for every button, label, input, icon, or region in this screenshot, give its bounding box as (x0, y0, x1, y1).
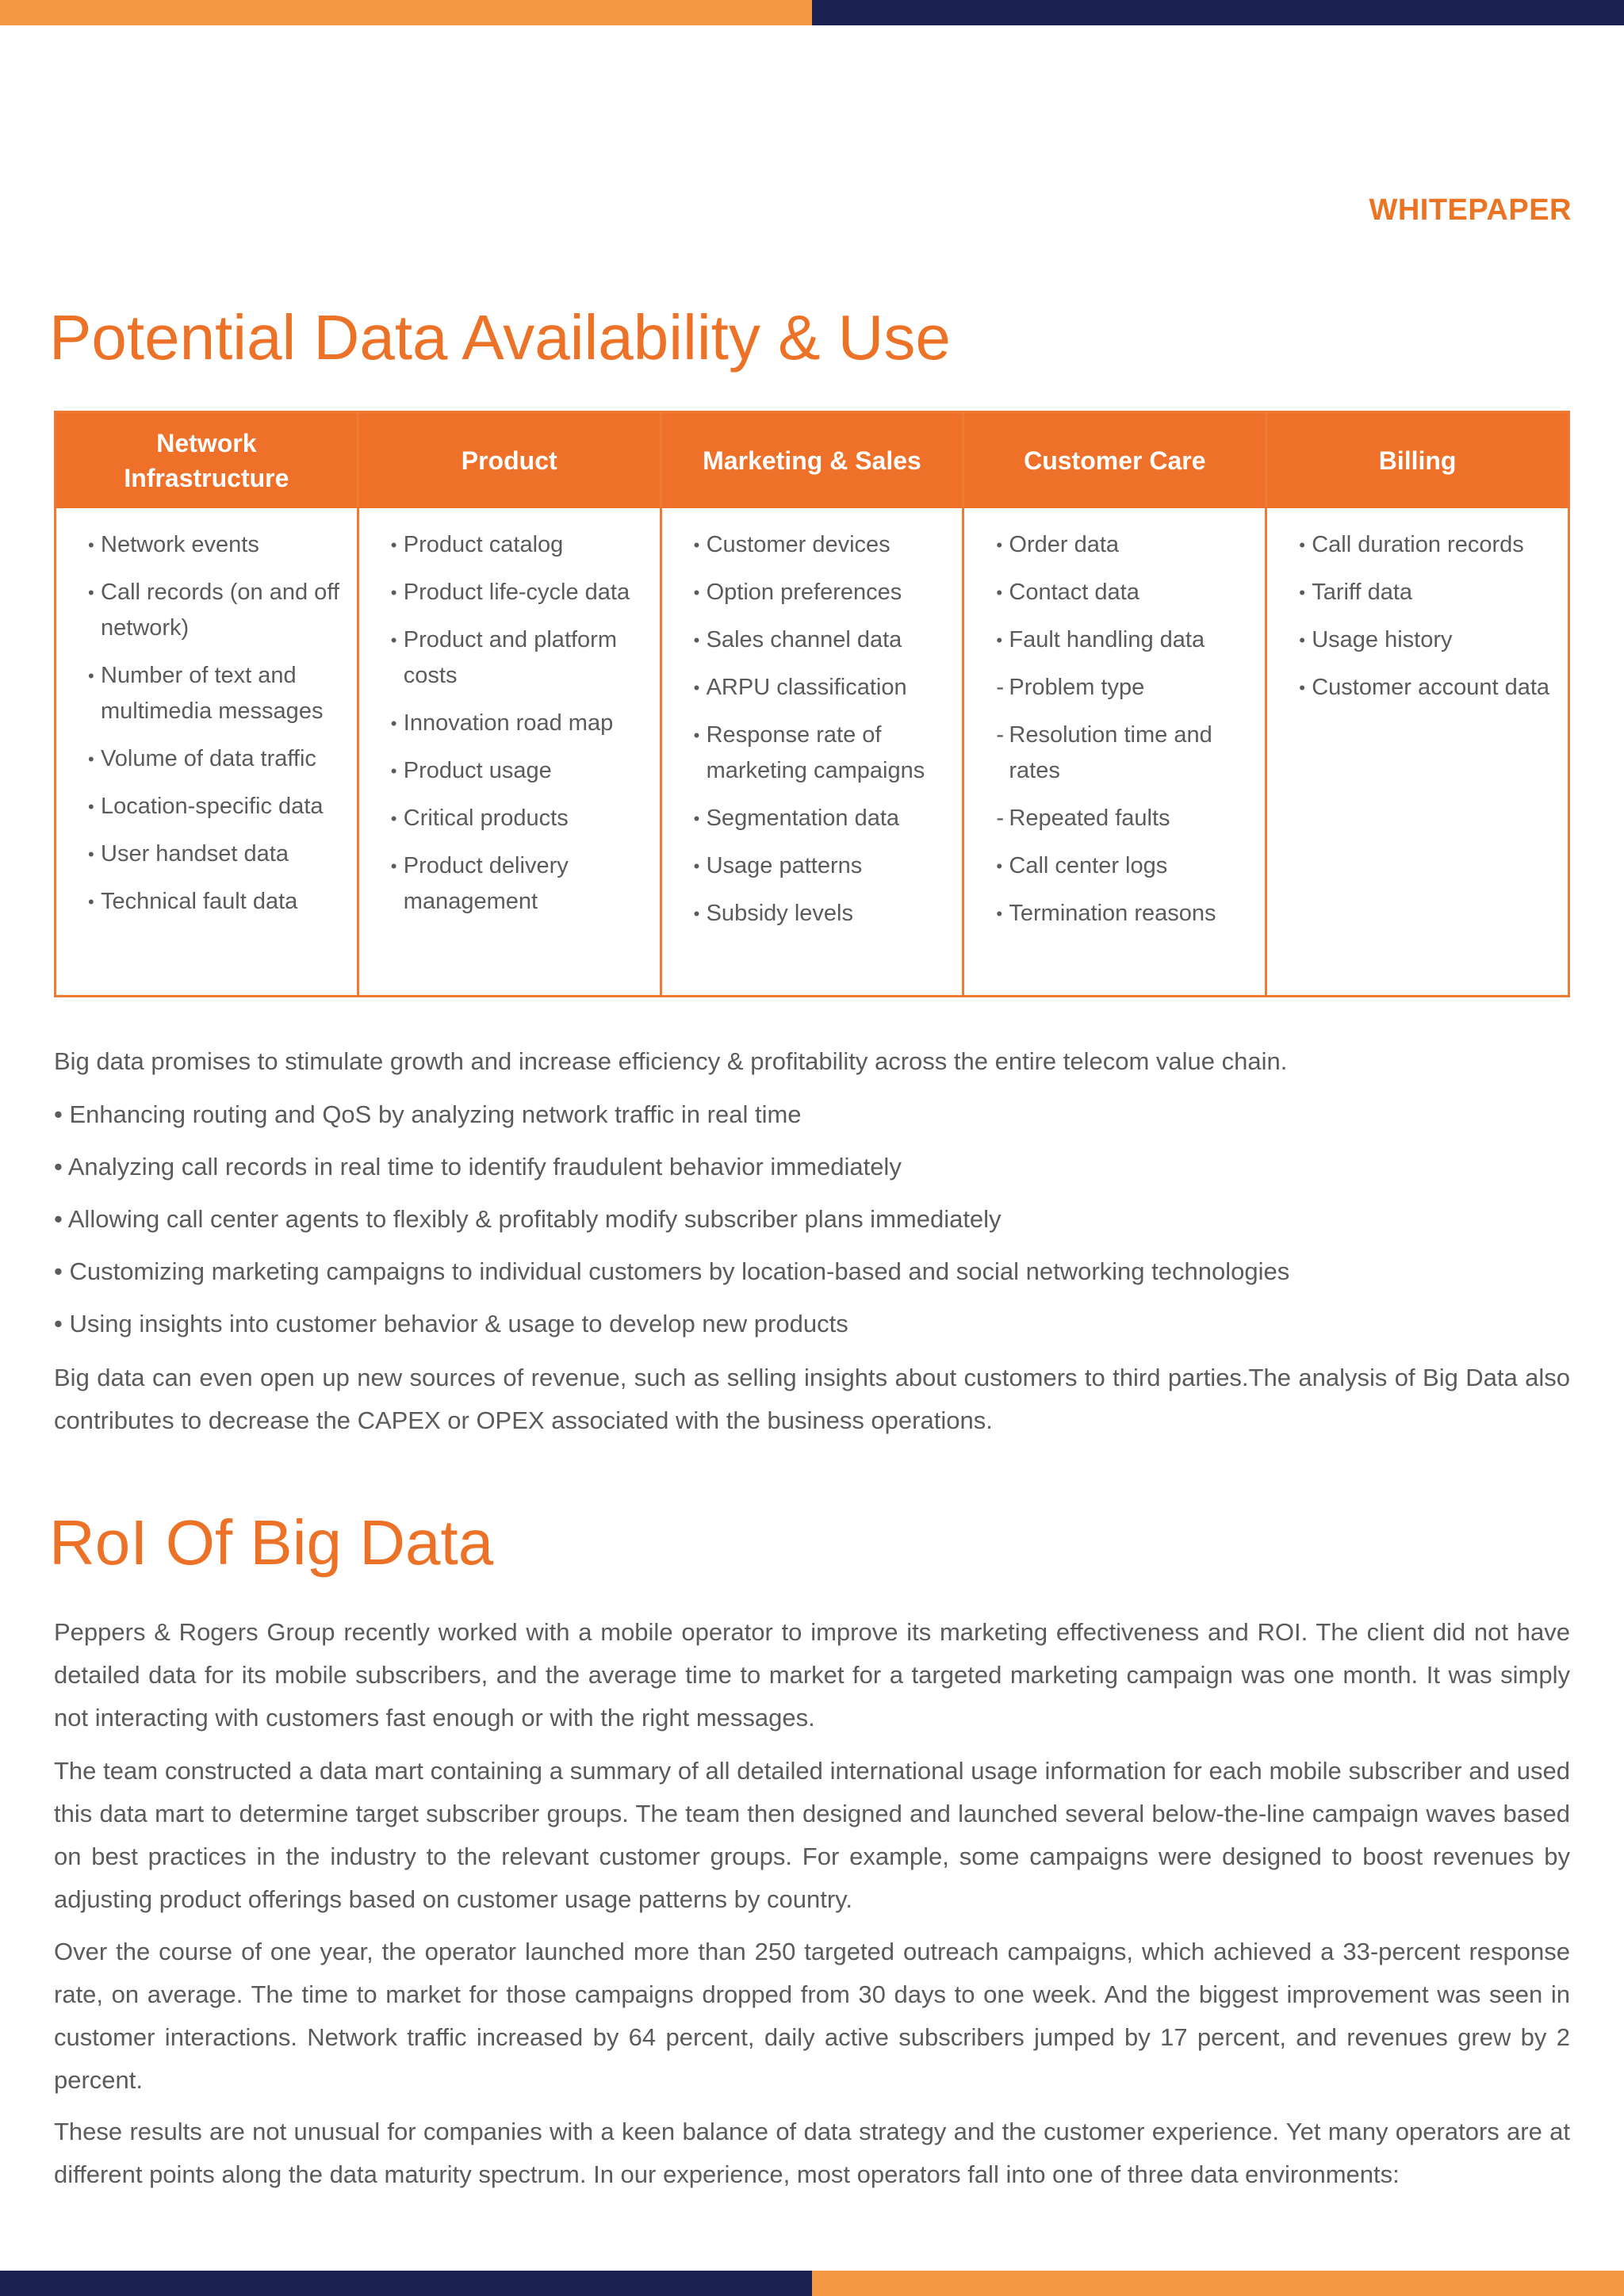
column-heading: Marketing & Sales (662, 413, 963, 508)
table-list-item: • Order data (996, 527, 1251, 563)
table-list-item: • Segmentation data (694, 801, 948, 836)
benefit-bullet: • Customizing marketing campaigns to individual customers by location-based and social networking technologies (54, 1257, 1290, 1285)
table-list-item: • Product catalog (391, 527, 645, 563)
table-list-item: • Network events (88, 527, 343, 563)
table-list-item: • Volume of data traffic (88, 741, 343, 777)
column-list (964, 508, 1265, 943)
table-list-item: • Product life-cycle data (391, 575, 645, 610)
column-list (662, 508, 963, 943)
table-list-item: - Repeated faults (996, 801, 1251, 836)
table-list-item: • Call records (on and off network) (88, 575, 343, 646)
roi-paragraph: Peppers & Rogers Group recently worked with a mobile operator to improve its marketing effectiveness and ROI. The client did not have detailed data for its mobile subscribers, and the average time to market for a targeted marketing campaign was one month. It was simply not interacting with customers fast enough or with the right messages. (54, 1618, 1570, 1732)
table-list-item: • Customer devices (694, 527, 948, 563)
table-list-item: • Tariff data (1299, 575, 1553, 610)
section-title-data-availability: Potential Data Availability & Use (49, 302, 951, 373)
table-list-item: • Call center logs (996, 848, 1251, 884)
table-list-item: - Resolution time and rates (996, 718, 1251, 789)
table-list-item: • Usage patterns (694, 848, 948, 884)
column-heading: Customer Care (964, 413, 1265, 508)
section1-intro: Big data promises to stimulate growth and increase efficiency & profitability across the entire telecom value chain. (54, 1047, 1288, 1075)
table-list-item: • Contact data (996, 575, 1251, 610)
table-list-item: • Product delivery management (391, 848, 645, 920)
data-availability-table (54, 411, 1570, 997)
table-list-item: • Product and platform costs (391, 622, 645, 694)
roi-paragraph: Over the course of one year, the operator launched more than 250 targeted outreach campaigns, which achieved a 33-percent response rate, on average. The time to market for those campaigns dropped from 30 days to one week. And the biggest improvement was seen in customer interactions. Network traffic increased by 64 percent, daily active subscribers jumped by 17 percent, and revenues grew by 2 percent. (54, 1938, 1570, 2094)
column-heading: Product (359, 413, 660, 508)
benefit-bullet: • Allowing call center agents to flexibly & profitably modify subscriber plans immediately (54, 1205, 1002, 1233)
table-list-item: • Response rate of marketing campaigns (694, 718, 948, 789)
table-column-network (56, 413, 359, 995)
table-list-item: • Product usage (391, 753, 645, 789)
top-accent-bar-navy (812, 0, 1624, 25)
table-list-item: • User handset data (88, 836, 343, 872)
table-list-item: • Number of text and multimedia messages (88, 658, 343, 729)
column-heading: Billing (1267, 413, 1568, 508)
column-list (1267, 508, 1568, 718)
roi-paragraph: These results are not unusual for companies with a keen balance of data strategy and the customer experience. Yet many operators are at different points along the data maturity spectrum. In our experience, most operators fall into one of three data environments: (54, 2118, 1570, 2188)
table-list-item: • Call duration records (1299, 527, 1553, 563)
table-list-item: • ARPU classification (694, 670, 948, 706)
document-type-label: WHITEPAPER (1369, 193, 1572, 227)
table-column-customer-care (964, 413, 1267, 995)
table-list-item: • Innovation road map (391, 706, 645, 741)
table-list-item: • Termination reasons (996, 896, 1251, 932)
column-list (56, 508, 357, 932)
table-list-item: • Sales channel data (694, 622, 948, 658)
table-list-item: • Usage history (1299, 622, 1553, 658)
bottom-accent-bar-orange (812, 2271, 1624, 2296)
table-list-item: • Subsidy levels (694, 896, 948, 932)
roi-paragraph: The team constructed a data mart containing a summary of all detailed international usage information for each mobile subscriber and used this data mart to determine target subscriber groups. The team then designed and launched several below-the-line campaign waves based on best practices in the industry to the relevant customer groups. For example, some campaigns were designed to boost revenues by adjusting product offerings based on customer usage patterns by country. (54, 1757, 1570, 1913)
column-list (359, 508, 660, 932)
section-title-roi: RoI Of Big Data (49, 1507, 494, 1578)
top-accent-bar-orange (0, 0, 812, 25)
table-list-item: • Technical fault data (88, 884, 343, 920)
table-list-item: - Problem type (996, 670, 1251, 706)
table-column-billing (1267, 413, 1568, 995)
table-list-item: • Critical products (391, 801, 645, 836)
table-list-item: • Fault handling data (996, 622, 1251, 658)
benefit-bullet: • Using insights into customer behavior & usage to develop new products (54, 1310, 848, 1337)
column-heading: Network Infrastructure (56, 413, 357, 508)
table-list-item: • Customer account data (1299, 670, 1553, 706)
table-column-marketing-sales (662, 413, 965, 995)
bottom-accent-bar-navy (0, 2271, 812, 2296)
benefit-bullet: • Analyzing call records in real time to identify fraudulent behavior immediately (54, 1153, 902, 1181)
table-list-item: • Option preferences (694, 575, 948, 610)
table-list-item: • Location-specific data (88, 789, 343, 825)
benefit-bullet: • Enhancing routing and QoS by analyzing network traffic in real time (54, 1100, 802, 1128)
table-column-product (359, 413, 662, 995)
section1-closing: Big data can even open up new sources of revenue, such as selling insights about customers to third parties.The analysis of Big Data also contributes to decrease the CAPEX or OPEX associated with the business operations. (54, 1364, 1570, 1434)
